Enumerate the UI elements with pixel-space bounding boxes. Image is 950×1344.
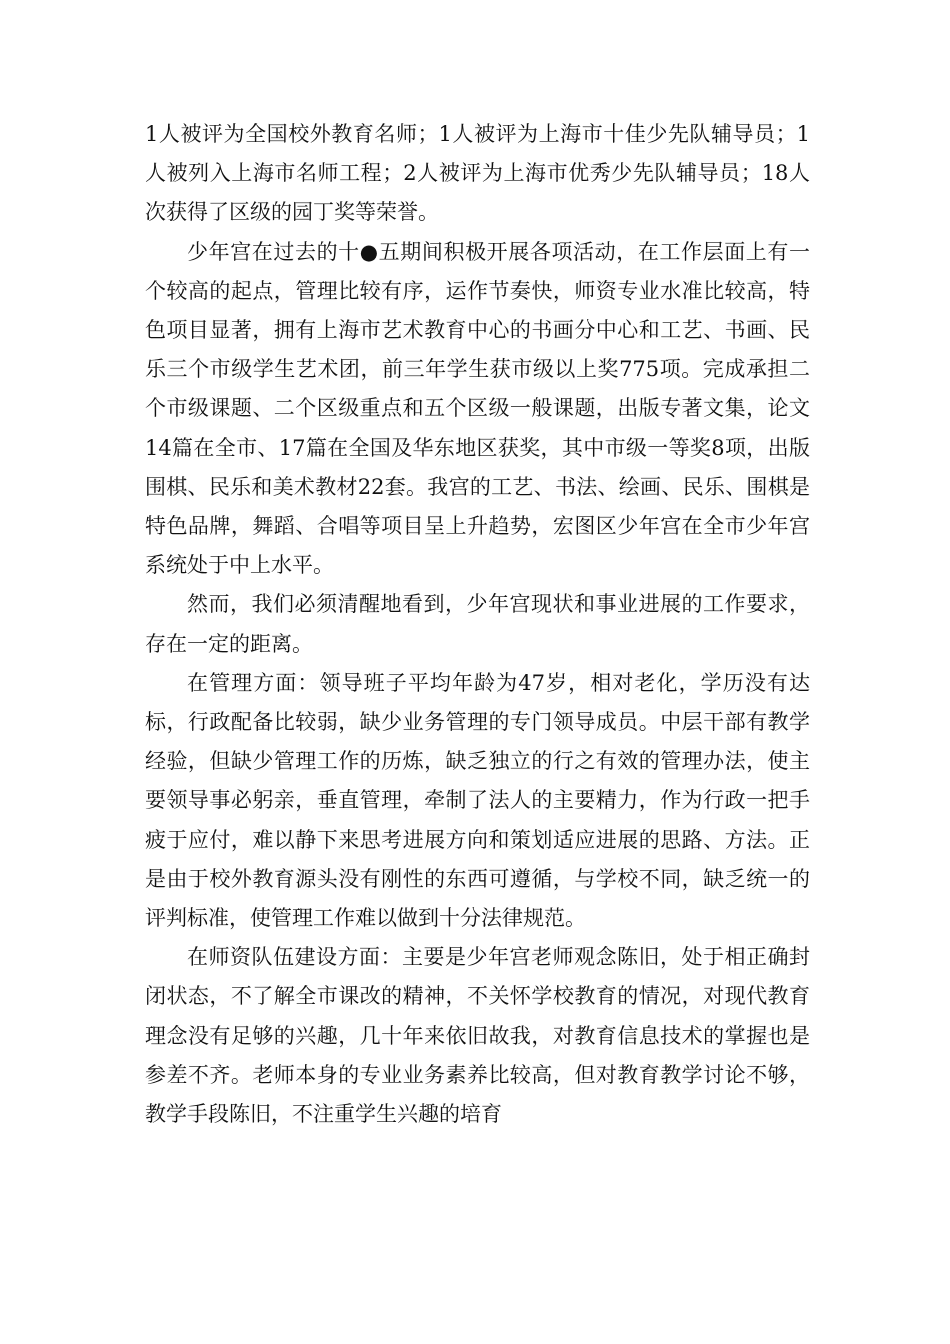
paragraph-management: 在管理方面：领导班子平均年龄为47岁，相对老化，学历没有达标，行政配备比较弱，缺少业务管理的专门领导成员。中层干部有教学经验，但缺少管理工作的历炼，缺乏独立的行之有效的管理办法，使主要领导事必躬亲，垂直管理，牵制了法人的主要精力，作为行政一把手疲于应付，难以静下来思考进展方向和策划适应进展的思路、方法。正是由于校外教育源头没有刚性的东西可遵循，与学校不同，缺乏统一的评判标准，使管理工作难以做到十分法律规范。 xyxy=(145,670,810,931)
document-page xyxy=(145,115,810,1134)
paragraph-teaching-staff: 在师资队伍建设方面：主要是少年宫老师观念陈旧，处于相正确封闭状态，不了解全市课改的精神，不关怀学校教育的情况，对现代教育理念没有足够的兴趣，几十年来依旧故我，对教育信息技术的掌握也是参差不齐。老师本身的专业业务素养比较高，但对教育教学讨论不够，教学手段陈旧，不注重学生兴趣的培育 xyxy=(145,945,810,1127)
paragraph-achievements: 少年宫在过去的十●五期间积极开展各项活动，在工作层面上有一个较高的起点，管理比较有序，运作节奏快，师资专业水准比较高，特色项目显著，拥有上海市艺术教育中心的书画分中心和工艺、书画、民乐三个市级学生艺术团，前三年学生获市级以上奖775项。完成承担二个市级课题、二个区级重点和五个区级一般课题，出版专著文集，论文14篇在全市、17篇在全国及华东地区获奖，其中市级一等奖8项，出版围棋、民乐和美术教材22套。我宫的工艺、书法、绘画、民乐、围棋是特色品牌，舞蹈、合唱等项目呈上升趋势，宏图区少年宫在全市少年宫系统处于中上水平。 xyxy=(145,239,810,578)
paragraph-gap: 然而，我们必须清醒地看到，少年宫现状和事业进展的工作要求，存在一定的距离。 xyxy=(145,592,810,656)
paragraph-awards: 1人被评为全国校外教育名师；1人被评为上海市十佳少先队辅导员；1人被列入上海市名师工程；2人被评为上海市优秀少先队辅导员；18人次获得了区级的园丁奖等荣誉。 xyxy=(145,122,810,225)
